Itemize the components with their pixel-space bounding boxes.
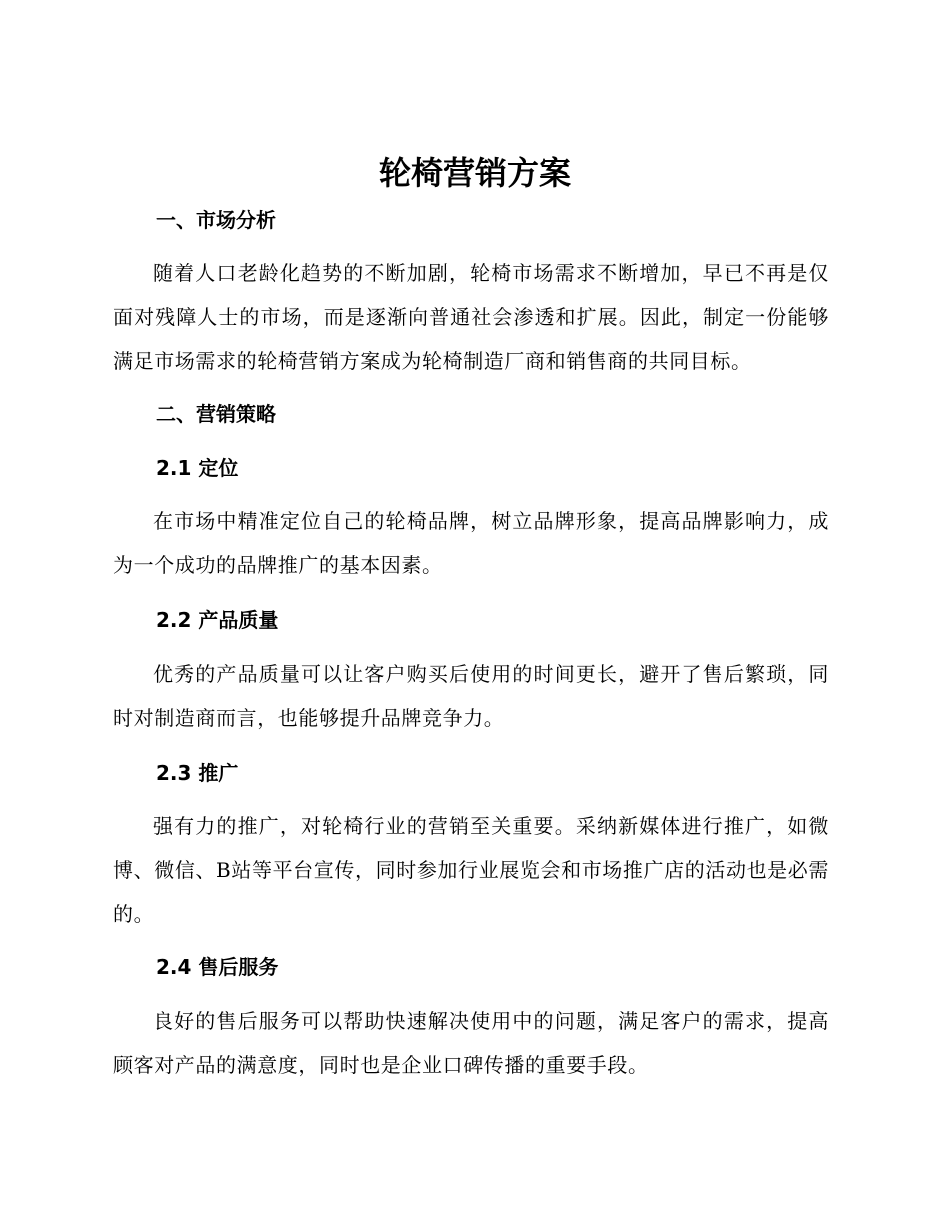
paragraph-market-analysis: 随着人口老龄化趋势的不断加剧，轮椅市场需求不断增加，早已不再是仅面对残障人士的市场，而是逐渐向普通社会渗透和扩展。因此，制定一份能够满足市场需求的轮椅营销方案成为轮椅制造厂商和销售商的共同目标。 (113, 261, 829, 373)
subsection-heading-positioning: 2.1 定位 (156, 456, 239, 480)
paragraph-positioning: 在市场中精准定位自己的轮椅品牌，树立品牌形象，提高品牌影响力，成为一个成功的品牌推广的基本因素。 (113, 509, 829, 577)
paragraph-promotion: 强有力的推广，对轮椅行业的营销至关重要。采纳新媒体进行推广，如微博、微信、B站等平台宣传，同时参加行业展览会和市场推广店的活动也是必需的。 (113, 814, 829, 926)
section-heading-marketing-strategy: 二、营销策略 (156, 402, 276, 426)
subsection-heading-product-quality: 2.2 产品质量 (156, 608, 279, 632)
paragraph-after-sales-service: 良好的售后服务可以帮助快速解决使用中的问题，满足客户的需求，提高顾客对产品的满意度，同时也是企业口碑传播的重要手段。 (113, 1009, 829, 1077)
section-heading-market-analysis: 一、市场分析 (156, 208, 276, 232)
subsection-heading-after-sales-service: 2.4 售后服务 (156, 955, 279, 979)
document-title: 轮椅营销方案 (378, 154, 571, 192)
paragraph-product-quality: 优秀的产品质量可以让客户购买后使用的时间更长，避开了售后繁琐，同时对制造商而言，也能够提升品牌竞争力。 (113, 662, 829, 730)
subsection-heading-promotion: 2.3 推广 (156, 761, 239, 785)
